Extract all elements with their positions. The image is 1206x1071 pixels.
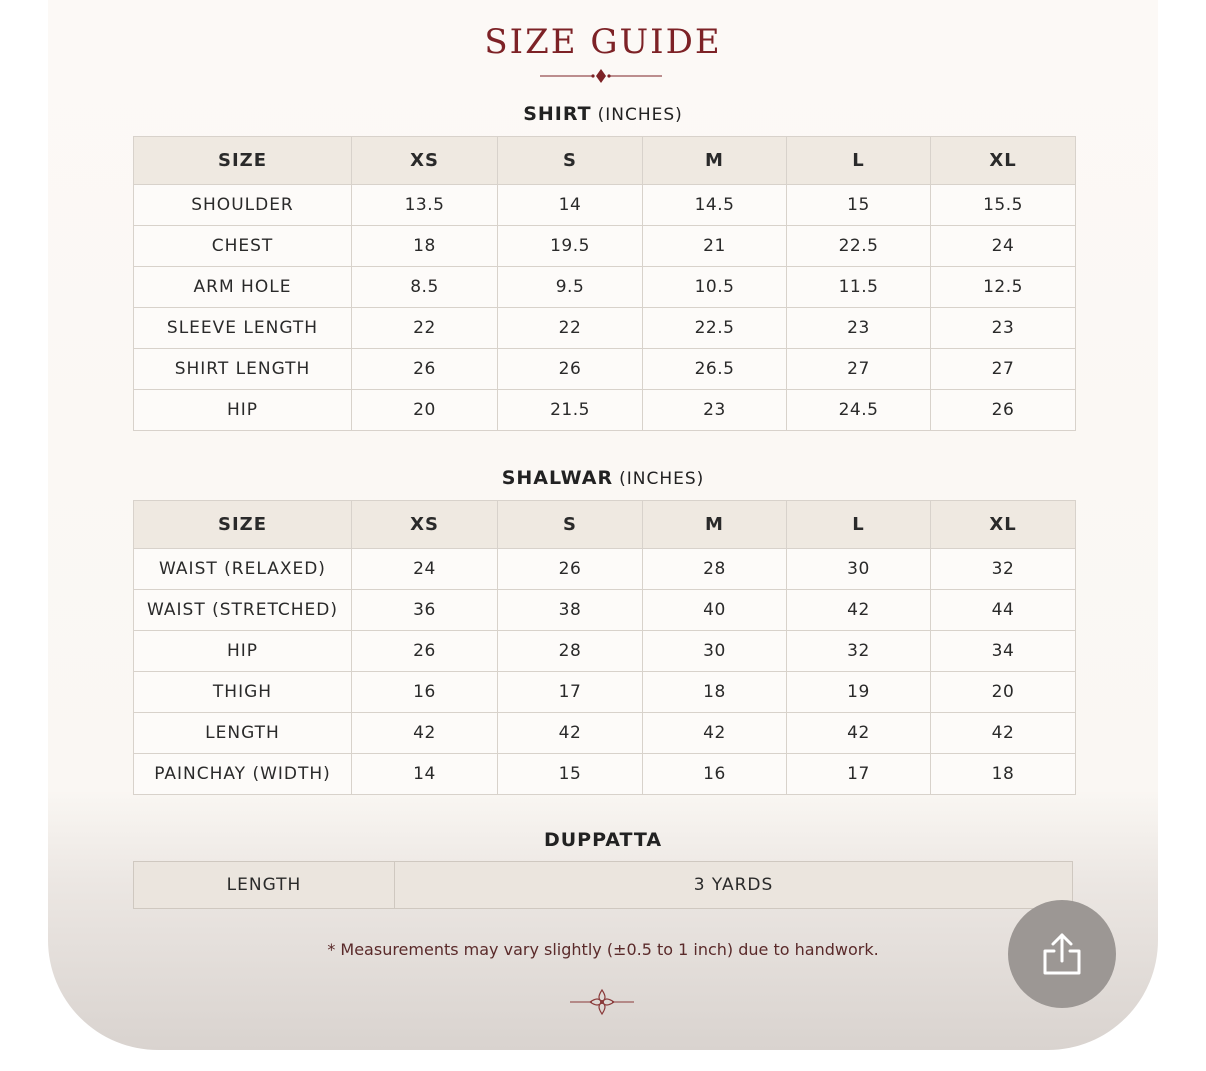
measurement-note: * Measurements may vary slightly (±0.5 to 1 inch) due to handwork. (327, 940, 879, 959)
row-label: SHIRT LENGTH (134, 349, 352, 390)
table-cell: 38 (498, 590, 643, 631)
table-cell: 20 (931, 672, 1076, 713)
table-cell: 18 (643, 672, 787, 713)
duppatta-length-label: LENGTH (134, 862, 395, 909)
table-cell: 23 (931, 308, 1076, 349)
column-header: M (643, 501, 787, 549)
table-cell: 26 (931, 390, 1076, 431)
table-cell: 9.5 (498, 267, 643, 308)
table-cell: 24 (352, 549, 498, 590)
table-row (134, 390, 1076, 431)
row-label: WAIST (STRETCHED) (134, 590, 352, 631)
table-cell: 23 (643, 390, 787, 431)
table-cell: 26.5 (643, 349, 787, 390)
table-row (134, 549, 1076, 590)
shalwar-section-title (48, 467, 1158, 489)
table-cell: 23 (787, 308, 931, 349)
table-cell: 19.5 (498, 226, 643, 267)
table-cell: 26 (352, 631, 498, 672)
table-cell: 8.5 (352, 267, 498, 308)
table-cell: 24 (931, 226, 1076, 267)
table-cell: 18 (352, 226, 498, 267)
row-label: THIGH (134, 672, 352, 713)
table-cell: 16 (352, 672, 498, 713)
table-cell: 26 (498, 349, 643, 390)
table-cell: 42 (787, 713, 931, 754)
table-row (134, 862, 1073, 909)
table-cell: 26 (498, 549, 643, 590)
column-header: XS (352, 137, 498, 185)
table-cell: 24.5 (787, 390, 931, 431)
table-cell: 22 (352, 308, 498, 349)
table-cell: 42 (931, 713, 1076, 754)
table-row (134, 713, 1076, 754)
column-header: SIZE (134, 137, 352, 185)
table-row (134, 349, 1076, 390)
table-cell: 15.5 (931, 185, 1076, 226)
table-cell: 13.5 (352, 185, 498, 226)
shalwar-heading: SHALWAR (501, 467, 614, 489)
table-cell: 28 (643, 549, 787, 590)
column-header: SIZE (134, 501, 352, 549)
table-cell: 18 (931, 754, 1076, 795)
table-row (134, 226, 1076, 267)
table-cell: 42 (787, 590, 931, 631)
size-guide-card (48, 0, 1158, 1050)
row-label: HIP (134, 631, 352, 672)
page-title: SIZE GUIDE (484, 22, 722, 62)
row-label: ARM HOLE (134, 267, 352, 308)
table-row (134, 672, 1076, 713)
share-icon (1037, 929, 1087, 979)
table-cell: 27 (931, 349, 1076, 390)
table-cell: 14 (352, 754, 498, 795)
table-row (134, 754, 1076, 795)
column-header: L (787, 501, 931, 549)
row-label: PAINCHAY (WIDTH) (134, 754, 352, 795)
table-cell: 42 (352, 713, 498, 754)
table-cell: 11.5 (787, 267, 931, 308)
table-cell: 42 (643, 713, 787, 754)
table-cell: 20 (352, 390, 498, 431)
table-cell: 22.5 (787, 226, 931, 267)
table-cell: 14 (498, 185, 643, 226)
table-cell: 34 (931, 631, 1076, 672)
table-row (134, 267, 1076, 308)
table-cell: 17 (787, 754, 931, 795)
column-header: S (498, 501, 643, 549)
table-cell: 14.5 (643, 185, 787, 226)
table-cell: 21.5 (498, 390, 643, 431)
column-header: XL (931, 137, 1076, 185)
shalwar-size-table (133, 500, 1076, 795)
table-header-row (134, 501, 1076, 549)
row-label: HIP (134, 390, 352, 431)
table-row (134, 631, 1076, 672)
table-cell: 19 (787, 672, 931, 713)
shirt-size-table (133, 136, 1076, 431)
shirt-section-title (48, 103, 1158, 125)
table-row (134, 308, 1076, 349)
shirt-unit: (INCHES) (597, 105, 683, 125)
shalwar-unit: (INCHES) (619, 469, 705, 489)
table-cell: 28 (498, 631, 643, 672)
table-cell: 30 (787, 549, 931, 590)
shirt-heading: SHIRT (523, 103, 592, 125)
table-cell: 42 (498, 713, 643, 754)
row-label: CHEST (134, 226, 352, 267)
duppatta-heading: DUPPATTA (543, 829, 663, 851)
table-cell: 15 (498, 754, 643, 795)
divider-ornament-icon (540, 66, 662, 86)
table-cell: 32 (787, 631, 931, 672)
row-label: LENGTH (134, 713, 352, 754)
table-cell: 22 (498, 308, 643, 349)
duppatta-length-value: 3 YARDS (395, 862, 1073, 909)
table-cell: 36 (352, 590, 498, 631)
share-button[interactable] (1008, 900, 1116, 1008)
column-header: M (643, 137, 787, 185)
row-label: SHOULDER (134, 185, 352, 226)
column-header: XL (931, 501, 1076, 549)
table-cell: 30 (643, 631, 787, 672)
flower-ornament-icon (570, 987, 634, 1017)
table-cell: 21 (643, 226, 787, 267)
table-cell: 16 (643, 754, 787, 795)
table-cell: 26 (352, 349, 498, 390)
table-cell: 22.5 (643, 308, 787, 349)
row-label: WAIST (RELAXED) (134, 549, 352, 590)
table-cell: 32 (931, 549, 1076, 590)
table-cell: 12.5 (931, 267, 1076, 308)
table-cell: 15 (787, 185, 931, 226)
table-row (134, 185, 1076, 226)
row-label: SLEEVE LENGTH (134, 308, 352, 349)
table-cell: 27 (787, 349, 931, 390)
table-cell: 17 (498, 672, 643, 713)
table-cell: 40 (643, 590, 787, 631)
table-row (134, 590, 1076, 631)
table-cell: 44 (931, 590, 1076, 631)
column-header: L (787, 137, 931, 185)
table-header-row (134, 137, 1076, 185)
column-header: S (498, 137, 643, 185)
duppatta-section-title (48, 829, 1158, 851)
duppatta-table (133, 861, 1073, 909)
table-cell: 10.5 (643, 267, 787, 308)
column-header: XS (352, 501, 498, 549)
